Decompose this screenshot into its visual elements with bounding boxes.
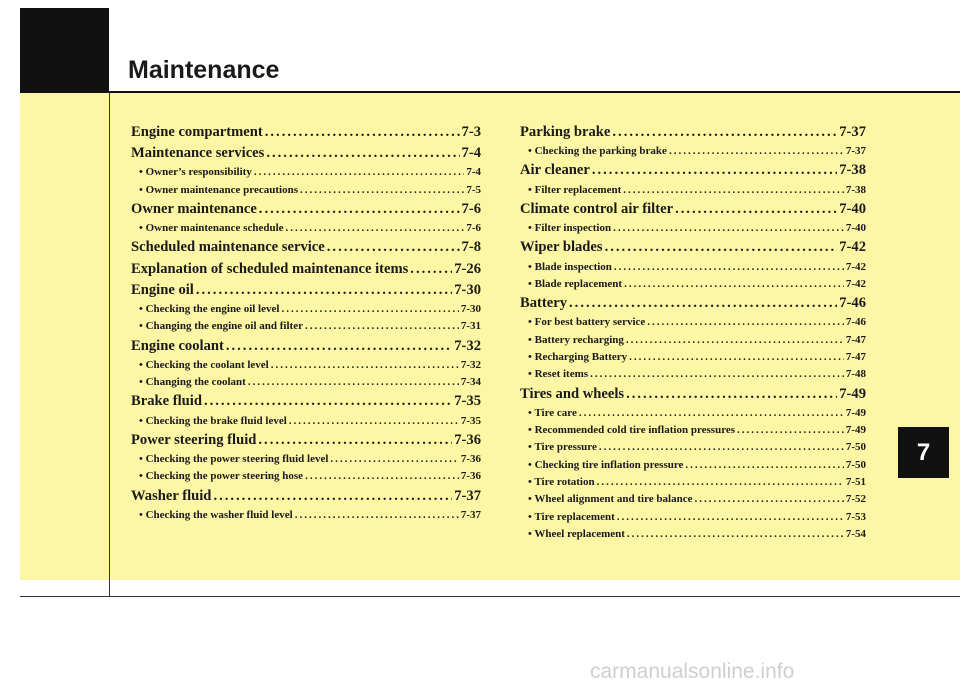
toc-entry[interactable]	[131, 259, 481, 280]
toc-entry-label: • Checking the power steering fluid level	[139, 453, 329, 466]
toc-entry[interactable]	[520, 293, 866, 314]
toc-entry-label: Washer fluid	[131, 487, 212, 504]
toc-entry-label: • Checking tire inflation pressure	[528, 458, 684, 471]
toc-entry-label: Tires and wheels	[520, 385, 625, 402]
toc-entry[interactable]	[131, 430, 481, 451]
toc-page-number: 7-34	[460, 376, 481, 389]
toc-subentry[interactable]	[520, 526, 866, 543]
toc-leader-dots	[263, 122, 460, 143]
toc-page-number: 7-46	[839, 295, 866, 312]
toc-page-number: 7-47	[845, 333, 866, 346]
toc-leader-dots	[284, 220, 465, 237]
page-title: Maintenance	[128, 56, 280, 84]
toc-leader-dots	[621, 182, 844, 199]
toc-subentry[interactable]	[520, 405, 866, 422]
toc-subentry[interactable]	[131, 413, 481, 430]
toc-subentry[interactable]	[131, 451, 481, 468]
toc-entry-label: Wiper blades	[520, 239, 603, 256]
bottom-rule	[20, 596, 960, 597]
toc-entry-label: • Tire care	[528, 406, 577, 419]
toc-leader-dots	[624, 384, 837, 405]
toc-page-number: 7-3	[461, 124, 481, 140]
toc-leader-dots	[612, 259, 844, 276]
toc-entry[interactable]	[131, 143, 481, 164]
toc-subentry[interactable]	[520, 276, 866, 293]
toc-leader-dots	[298, 182, 464, 199]
toc-leader-dots	[590, 160, 837, 181]
toc-entry-label: • Checking the brake fluid level	[139, 414, 287, 427]
toc-entry-label: • Tire pressure	[528, 441, 597, 454]
toc-page-number: 7-38	[839, 162, 866, 179]
toc-subentry[interactable]	[131, 220, 481, 237]
toc-subentry[interactable]	[520, 349, 866, 366]
toc-page-number: 7-37	[454, 487, 481, 504]
toc-page-number: 7-38	[845, 183, 866, 196]
toc-leader-dots	[252, 164, 464, 181]
toc-page-number: 7-36	[460, 453, 481, 466]
toc-subentry[interactable]	[131, 507, 481, 524]
toc-entry[interactable]	[131, 391, 481, 412]
toc-leader-dots	[595, 474, 844, 491]
toc-column-left	[131, 122, 481, 524]
toc-entry-label: • Blade replacement	[528, 277, 623, 290]
toc-subentry[interactable]	[520, 491, 866, 508]
toc-page-number: 7-49	[839, 385, 866, 402]
toc-page-number: 7-49	[845, 424, 866, 437]
toc-page-number: 7-47	[845, 351, 866, 364]
toc-leader-dots	[735, 422, 844, 439]
toc-column-right	[520, 122, 866, 543]
toc-leader-dots	[287, 413, 459, 430]
chapter-tab[interactable]: 7	[898, 427, 949, 478]
toc-subentry[interactable]	[520, 474, 866, 491]
toc-leader-dots	[567, 293, 837, 314]
toc-leader-dots	[610, 122, 837, 143]
toc-page-number: 7-40	[845, 222, 866, 235]
toc-subentry[interactable]	[131, 357, 481, 374]
toc-leader-dots	[611, 220, 844, 237]
toc-leader-dots	[625, 526, 844, 543]
toc-subentry[interactable]	[520, 182, 866, 199]
toc-leader-dots	[325, 237, 460, 258]
toc-subentry[interactable]	[131, 182, 481, 199]
toc-entry[interactable]	[520, 160, 866, 181]
toc-leader-dots	[577, 405, 844, 422]
toc-page-number: 7-37	[845, 145, 866, 158]
toc-leader-dots	[202, 391, 452, 412]
toc-entry-label: Engine coolant	[131, 337, 224, 354]
toc-entry-label: Maintenance services	[131, 145, 265, 162]
left-margin-rule	[109, 93, 110, 597]
toc-entry-label: • Battery recharging	[528, 333, 624, 346]
toc-leader-dots	[645, 314, 844, 331]
toc-leader-dots	[211, 486, 452, 507]
toc-page-number: 7-50	[845, 441, 866, 454]
toc-page-number: 7-4	[466, 166, 481, 179]
toc-subentry[interactable]	[520, 332, 866, 349]
toc-subentry[interactable]	[131, 374, 481, 391]
toc-entry-label: • Owner maintenance schedule	[139, 222, 284, 235]
toc-page-number: 7-50	[845, 458, 866, 471]
toc-subentry[interactable]	[520, 220, 866, 237]
toc-page-number: 7-52	[845, 493, 866, 506]
toc-subentry[interactable]	[520, 143, 866, 160]
toc-page-number: 7-42	[839, 239, 866, 256]
toc-leader-dots	[328, 451, 458, 468]
toc-leader-dots	[624, 332, 844, 349]
toc-leader-dots	[615, 509, 844, 526]
toc-entry-label: • For best battery service	[528, 316, 646, 329]
toc-entry[interactable]	[520, 199, 866, 220]
toc-page-number: 7-35	[454, 393, 481, 410]
toc-entry-label: • Wheel replacement	[528, 527, 625, 540]
toc-leader-dots	[408, 259, 452, 280]
toc-leader-dots	[279, 301, 458, 318]
toc-leader-dots	[256, 430, 452, 451]
toc-leader-dots	[588, 366, 844, 383]
toc-subentry[interactable]	[520, 366, 866, 383]
toc-entry-label: • Checking the power steering hose	[139, 470, 304, 483]
toc-leader-dots	[246, 374, 459, 391]
toc-entry-label: • Checking the parking brake	[528, 145, 667, 158]
toc-entry-label: Parking brake	[520, 124, 611, 140]
toc-leader-dots	[627, 349, 844, 366]
toc-page-number: 7-48	[845, 368, 866, 381]
toc-entry-label: • Tire replacement	[528, 510, 615, 523]
toc-page-number: 7-49	[845, 406, 866, 419]
toc-subentry[interactable]	[520, 259, 866, 276]
toc-entry-label: • Recharging Battery	[528, 351, 628, 364]
toc-page-number: 7-26	[454, 260, 481, 277]
toc-leader-dots	[303, 318, 459, 335]
toc-page-number: 7-4	[461, 145, 481, 162]
toc-entry-label: Explanation of scheduled maintenance items	[131, 260, 409, 277]
toc-page-number: 7-42	[845, 277, 866, 290]
toc-entry-label: Scheduled maintenance service	[131, 239, 325, 256]
watermark: carmanualsonline.info	[590, 660, 795, 683]
toc-entry[interactable]	[131, 199, 481, 220]
toc-entry-label: • Blade inspection	[528, 260, 612, 273]
toc-subentry[interactable]	[520, 314, 866, 331]
toc-entry-label: • Recommended cold tire inflation pressures	[528, 424, 736, 437]
toc-entry-label: Air cleaner	[520, 162, 590, 179]
toc-page-number: 7-53	[845, 510, 866, 523]
toc-leader-dots	[667, 143, 844, 160]
toc-leader-dots	[257, 199, 460, 220]
toc-entry-label: • Filter replacement	[528, 183, 622, 196]
toc-subentry[interactable]	[520, 439, 866, 456]
toc-entry[interactable]	[131, 486, 481, 507]
toc-entry-label: Owner maintenance	[131, 200, 257, 217]
toc-page-number: 7-36	[460, 470, 481, 483]
toc-page-number: 7-32	[454, 337, 481, 354]
toc-page-number: 7-30	[460, 303, 481, 316]
toc-entry-label: Power steering fluid	[131, 431, 257, 448]
toc-entry-label: • Checking the engine oil level	[139, 303, 280, 316]
toc-leader-dots	[269, 357, 459, 374]
toc-entry[interactable]	[131, 122, 481, 143]
toc-subentry[interactable]	[131, 301, 481, 318]
toc-page-number: 7-54	[845, 527, 866, 540]
toc-page-number: 7-37	[460, 508, 481, 521]
toc-subentry[interactable]	[520, 457, 866, 474]
toc-page-number: 7-42	[845, 260, 866, 273]
toc-subentry[interactable]	[520, 422, 866, 439]
toc-entry-label: • Wheel alignment and tire balance	[528, 493, 693, 506]
header-black-tab	[20, 8, 109, 93]
toc-entry-label: • Changing the engine oil and filter	[139, 320, 303, 333]
toc-leader-dots	[303, 468, 459, 485]
toc-entry[interactable]	[520, 384, 866, 405]
toc-entry[interactable]	[520, 237, 866, 258]
toc-page-number: 7-46	[845, 316, 866, 329]
toc-page-number: 7-35	[460, 414, 481, 427]
toc-leader-dots	[603, 237, 838, 258]
toc-leader-dots	[224, 336, 452, 357]
toc-leader-dots	[673, 199, 837, 220]
toc-page-number: 7-30	[454, 281, 481, 298]
toc-page-number: 7-8	[461, 239, 481, 256]
toc-page-number: 7-32	[460, 358, 481, 371]
toc-entry-label: • Owner’s responsibility	[139, 166, 252, 179]
toc-entry-label: Climate control air filter	[520, 200, 674, 217]
toc-leader-dots	[622, 276, 844, 293]
toc-entry-label: • Owner maintenance precautions	[139, 183, 298, 196]
toc-leader-dots	[692, 491, 843, 508]
toc-entry-label: Brake fluid	[131, 393, 202, 410]
toc-page-number: 7-5	[466, 183, 481, 196]
toc-page-number: 7-6	[466, 222, 481, 235]
toc-subentry[interactable]	[520, 509, 866, 526]
toc-leader-dots	[264, 143, 459, 164]
toc-entry-label: • Filter inspection	[528, 222, 612, 235]
toc-page-number: 7-6	[461, 200, 481, 217]
toc-leader-dots	[597, 439, 844, 456]
toc-entry-label: Engine compartment	[131, 124, 263, 140]
toc-entry-label: Engine oil	[131, 281, 194, 298]
toc-entry-label: • Reset items	[528, 368, 589, 381]
toc-leader-dots	[683, 457, 843, 474]
toc-entry[interactable]	[131, 280, 481, 301]
toc-entry[interactable]	[131, 237, 481, 258]
toc-entry-label: • Changing the coolant	[139, 376, 246, 389]
toc-entry-label: • Checking the coolant level	[139, 358, 269, 371]
toc-entry-label: • Checking the washer fluid level	[139, 508, 293, 521]
toc-page-number: 7-37	[839, 124, 866, 140]
toc-entry-label: • Tire rotation	[528, 475, 595, 488]
toc-page-number: 7-31	[460, 320, 481, 333]
toc-entry[interactable]	[131, 336, 481, 357]
toc-page-number: 7-36	[454, 431, 481, 448]
toc-entry-label: Battery	[520, 295, 568, 312]
toc-subentry[interactable]	[131, 318, 481, 335]
toc-leader-dots	[293, 507, 459, 524]
toc-leader-dots	[194, 280, 452, 301]
toc-subentry[interactable]	[131, 164, 481, 181]
toc-page-number: 7-51	[845, 475, 866, 488]
toc-page-number: 7-40	[839, 200, 866, 217]
toc-entry[interactable]	[520, 122, 866, 143]
toc-subentry[interactable]	[131, 468, 481, 485]
